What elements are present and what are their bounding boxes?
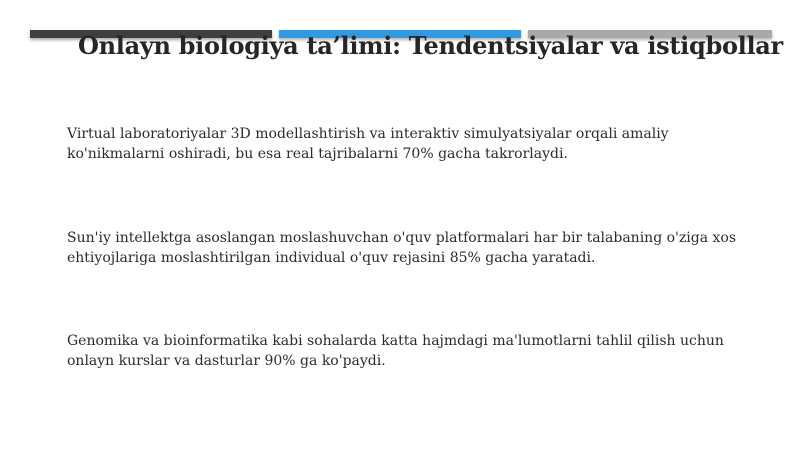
slide-title: Onlayn biologiya ta’limi: Tendentsiyalar va istiqbollar bbox=[78, 31, 783, 60]
paragraph-genomics-courses: Genomika va bioinformatika kabi sohalarda katta hajmdagi ma'lumotlarni tahlil qilish uchun onlayn kurslar va dasturlar 90% ga ko'paydi. bbox=[67, 333, 724, 369]
paragraph-ai-platforms: Sun'iy intellektga asoslangan moslashuvchan o'quv platformalari har bir talabaning o'ziga xos ehtiyojlariga moslashtirilgan individual o'quv rejasini 85% gacha yaratadi. bbox=[67, 230, 737, 266]
paragraph-virtual-labs: Virtual laboratoriyalar 3D modellashtirish va interaktiv simulyatsiyalar orqali amaliy ko'nikmalarni oshiradi, bu esa real tajribalarni 70% gacha takrorlaydi. bbox=[67, 126, 669, 162]
